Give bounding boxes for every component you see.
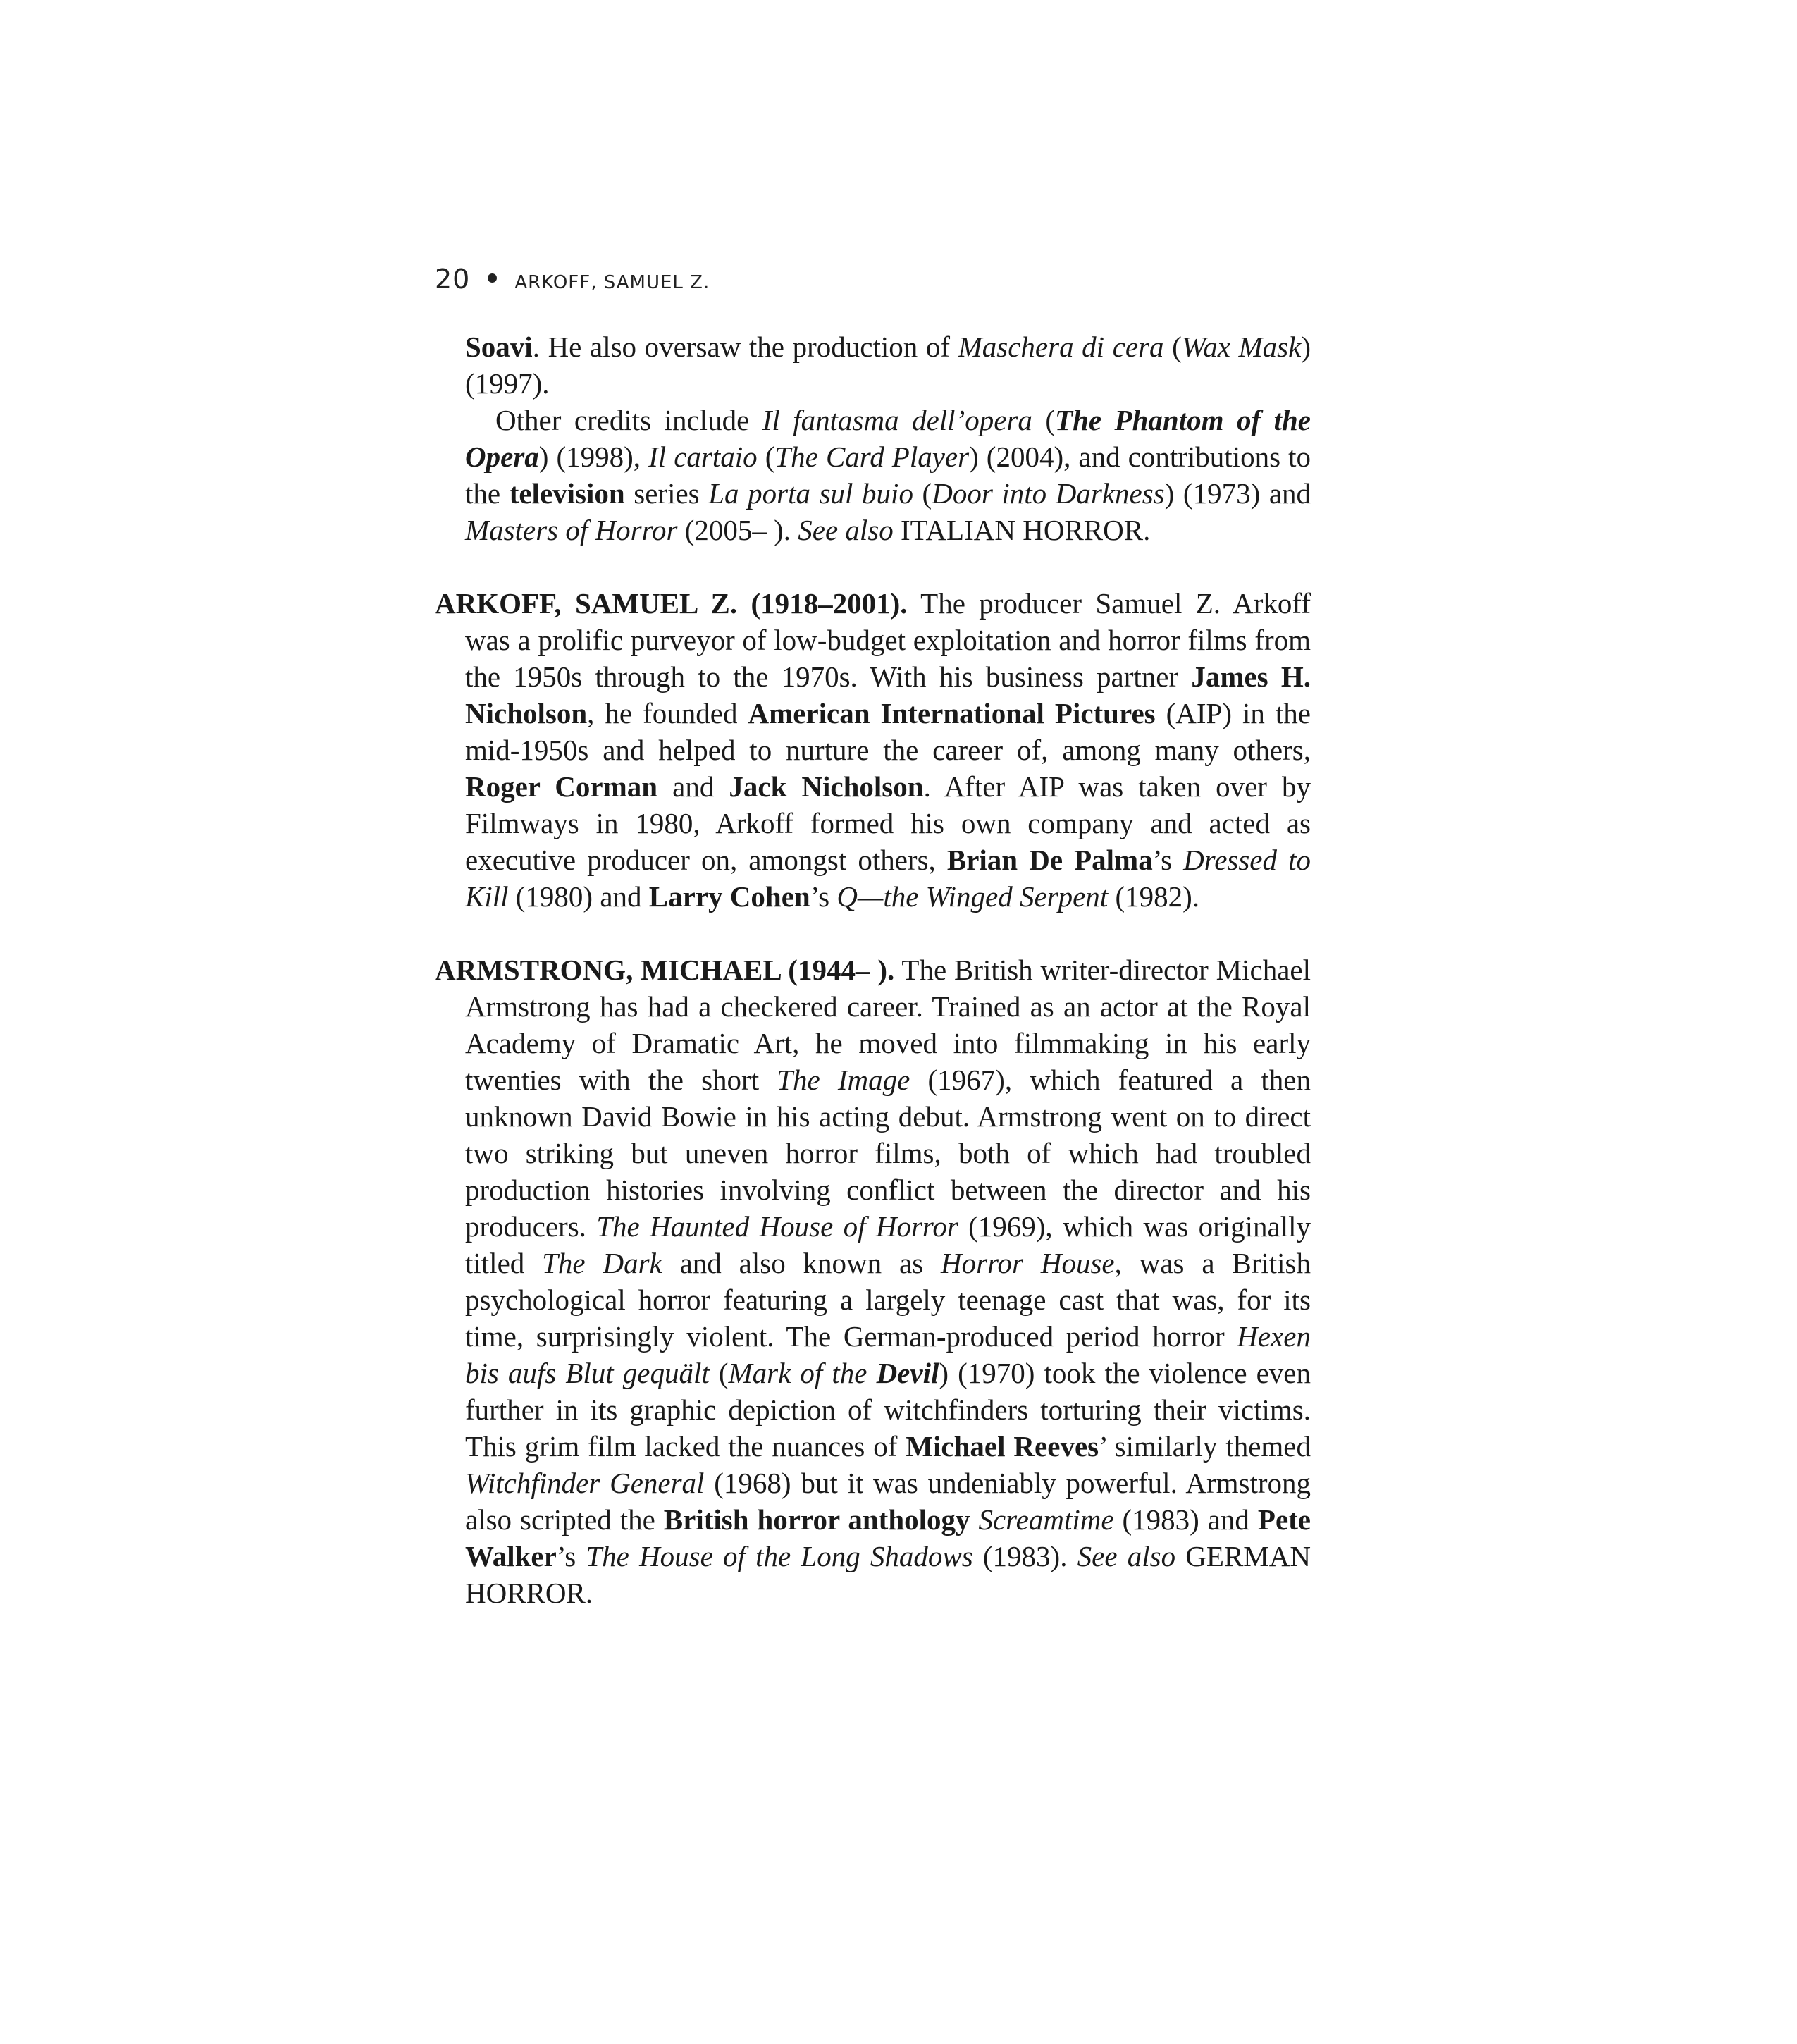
text-run: (1983). bbox=[972, 1540, 1077, 1572]
text-run: ( bbox=[913, 477, 932, 510]
cross-reference: Soavi bbox=[465, 331, 533, 363]
cross-reference: British horror anthology bbox=[663, 1503, 970, 1536]
text-run: (1980) and bbox=[508, 880, 649, 913]
film-title: Mark of the bbox=[728, 1357, 877, 1389]
main-text bbox=[435, 328, 1311, 1611]
entry-headword: ARMSTRONG, MICHAEL (1944– ). bbox=[435, 954, 895, 986]
text-run: ’s bbox=[556, 1540, 586, 1572]
entry-arkoff bbox=[435, 585, 1311, 915]
film-title: Q—the Winged Serpent bbox=[836, 880, 1109, 913]
cross-reference: James H. Nicholson bbox=[465, 660, 1311, 729]
text-run bbox=[970, 1503, 979, 1536]
text-run: (2005– ). bbox=[677, 514, 798, 546]
cross-reference: Brian De Palma bbox=[946, 844, 1153, 876]
text-run: ) (1998), bbox=[538, 441, 649, 473]
text-run: ) (1973) and bbox=[1164, 477, 1311, 510]
text-run: (1983) and bbox=[1113, 1503, 1258, 1536]
cross-reference: American International Pictures bbox=[748, 697, 1156, 729]
entry-armstrong bbox=[435, 952, 1311, 1611]
text-run: (1982). bbox=[1108, 880, 1200, 913]
cross-reference: Roger Corman bbox=[465, 770, 658, 803]
text-run: ( bbox=[757, 441, 775, 473]
text-run: , was a British psychological horror featuring a largely teenage cast that was, for its time, surprisingly violent. The German-produced period horror bbox=[465, 1247, 1311, 1353]
film-title: Screamtime bbox=[978, 1503, 1114, 1536]
see-also-label: See also bbox=[1077, 1540, 1176, 1572]
cross-reference: Jack Nicholson bbox=[729, 770, 924, 803]
text-run: (AIP) in the mid-1950s and helped to nurture the career of, among many others, bbox=[465, 697, 1311, 766]
text-run: ) (1997). bbox=[465, 331, 1311, 400]
film-title: Wax Mask bbox=[1181, 331, 1302, 363]
text-run: Other credits include bbox=[495, 404, 762, 436]
film-title: Door into Darkness bbox=[932, 477, 1165, 510]
text-run: ( bbox=[1163, 331, 1182, 363]
text-run: ( bbox=[1032, 404, 1056, 436]
text-run: ) (2004), and contributions to the bbox=[465, 441, 1311, 510]
film-title-cross-reference: Devil bbox=[876, 1357, 939, 1389]
text-run: ) (1970) took the violence even further in its graphic depiction of witchfinders torturing their victims. This grim film lacked the nuances of bbox=[465, 1357, 1311, 1463]
page-number: 20 bbox=[435, 264, 471, 295]
cross-reference: Larry Cohen bbox=[648, 880, 810, 913]
running-head bbox=[435, 264, 1323, 306]
text-run: The British writer-director Michael Armstrong has had a checkered career. Trained as an actor at the Royal Academy of Dramatic Art, he moved into filmmaking in his early twenties with the short bbox=[465, 954, 1311, 1096]
film-title: The House of the Long Shadows bbox=[586, 1540, 973, 1572]
text-run: ( bbox=[709, 1357, 729, 1389]
running-title: ARKOFF, SAMUEL Z. bbox=[514, 272, 710, 293]
other-credits-paragraph bbox=[435, 402, 1311, 548]
text-run: ’ similarly themed bbox=[1099, 1430, 1311, 1463]
text-run: (1967), which featured a then unknown David Bowie in his acting debut. Armstrong went on to direct two striking but uneven horror films, both of which had troubled production histories involving conflict between the director and his producers. bbox=[465, 1064, 1311, 1243]
text-run: series bbox=[624, 477, 709, 510]
film-title: Il fantasma dell’opera bbox=[762, 404, 1032, 436]
text-run: GERMAN HORROR. bbox=[465, 1540, 1311, 1609]
cross-reference: television bbox=[509, 477, 625, 510]
text-run: (1968) but it was undeniably powerful. Armstrong also scripted the bbox=[465, 1467, 1311, 1536]
film-title: The Image bbox=[777, 1064, 910, 1096]
film-title: Masters of Horror bbox=[465, 514, 678, 546]
cross-reference: Pete Walker bbox=[465, 1503, 1311, 1572]
text-run: and also known as bbox=[662, 1247, 941, 1279]
film-title-cross-reference: The Phantom of the Opera bbox=[465, 404, 1311, 473]
film-title: La porta sul buio bbox=[708, 477, 913, 510]
text-run: and bbox=[657, 770, 729, 803]
film-title: Dressed to Kill bbox=[465, 844, 1311, 913]
text-run: . He also oversaw the production of bbox=[532, 331, 958, 363]
text-run: ’s bbox=[810, 880, 837, 913]
film-title: Horror House bbox=[941, 1247, 1115, 1279]
text-run: , he founded bbox=[587, 697, 748, 729]
film-title: Witchfinder General bbox=[465, 1467, 705, 1499]
text-run: ITALIAN HORROR. bbox=[893, 514, 1151, 546]
text-run: ’s bbox=[1152, 844, 1184, 876]
entry-headword: ARKOFF, SAMUEL Z. (1918–2001). bbox=[435, 587, 908, 620]
continuation-paragraph bbox=[435, 328, 1311, 402]
see-also-label: See also bbox=[798, 514, 894, 546]
text-run: (1969), which was originally titled bbox=[465, 1210, 1311, 1279]
film-title: Maschera di cera bbox=[958, 331, 1164, 363]
film-title: The Card Player bbox=[774, 441, 970, 473]
film-title: Il cartaio bbox=[648, 441, 758, 473]
bullet-separator bbox=[488, 273, 497, 283]
cross-reference: Michael Reeves bbox=[906, 1430, 1099, 1463]
film-title: The Dark bbox=[542, 1247, 662, 1279]
film-title: Hexen bis aufs Blut gequält bbox=[465, 1320, 1311, 1389]
text-run: . After AIP was taken over by Filmways in 1980, Arkoff formed his own company and acted as executive producer on, amongst others, bbox=[465, 770, 1311, 876]
text-run: The producer Samuel Z. Arkoff was a prolific purveyor of low-budget exploitation and horror films from the 1950s through to the 1970s. With his business partner bbox=[465, 587, 1311, 693]
film-title: The Haunted House of Horror bbox=[596, 1210, 958, 1243]
